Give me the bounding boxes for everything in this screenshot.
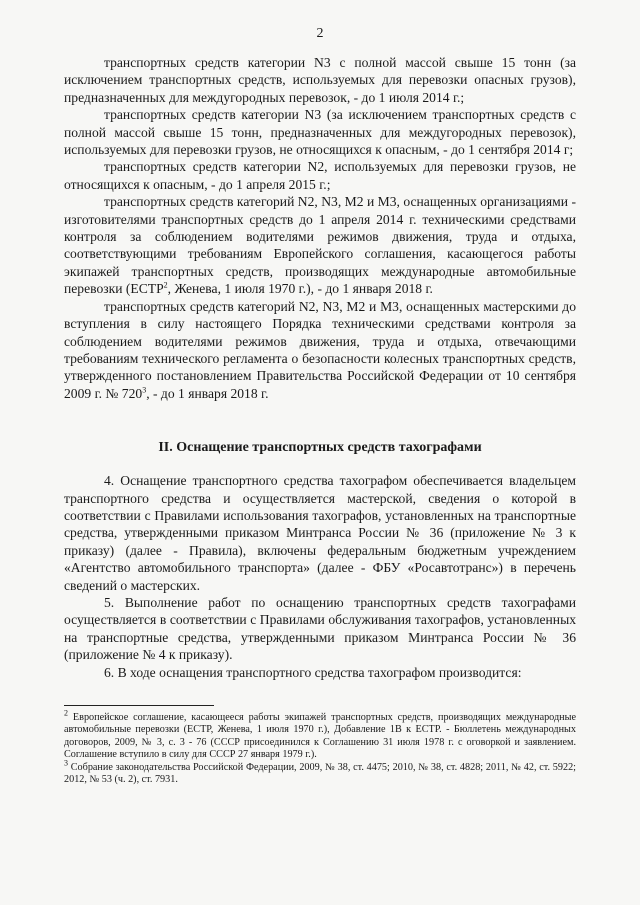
section-gap <box>64 402 576 440</box>
paragraph-manufacturers-tail: , Женева, 1 июля 1970 г.), - до 1 января 2018 г. <box>167 281 433 297</box>
paragraph-workshops-text: транспортных средств категорий N2, N3, M2 и M3, оснащенных мастерскими до вступления в силу настоящего Порядка техническими средствами контроля за соблюдением водителями режимов движения, труда и отдыха, отвечающими требованиям технического регламента о безопасности колесных транспортных средств, утвержденного постановлением Правительства Российской Федерации от 10 сентября 2009 г. № 720 <box>64 298 576 401</box>
footnote-3 <box>64 758 576 787</box>
paragraph-manufacturers-text: транспортных средств категорий N2, N3, M2 и M3, оснащенных организациями - изготовителями транспортных средств до 1 апреля 2014 г. техническими средствами контроля за соблюдением водителями режимов движения, труда и отдыха, соответствующими требованиям Европейского соглашения, касающегося работы экипажей транспортных средств, производящих международные автомобильные перевозки (ЕСТР <box>64 194 576 297</box>
footnote-mark-3: 3 <box>64 758 68 768</box>
footnote-ref-2: 2 <box>163 280 168 290</box>
paragraph-workshops-tail: , - до 1 января 2018 г. <box>146 385 269 401</box>
footnote-2 <box>64 708 576 762</box>
paragraph-item-4: 4. Оснащение транспортного средства тахографом обеспечивается владельцем транспортного средства и осуществляется мастерской, сведения о которой в соответствии с Правилами использования тахографов, установленных на транспортные средства, утвержденными приказом Минтранса России № 36 (приложение № 3 к приказу) (далее - Правила), включены федеральным бюджетным учреждением «Агентство автомобильного транспорта» (далее - ФБУ «Росавтотранс») в перечень сведений о мастерских. <box>64 473 576 593</box>
footnote-3-text: Собрание законодательства Российской Федерации, 2009, № 38, ст. 4475; 2010, № 38, ст. 4828; 2011, № 42, ст. 5922; 2012, № 53 (ч. 2), ст. 7931. <box>64 761 576 786</box>
footnote-divider <box>64 705 214 706</box>
footnote-mark-2: 2 <box>64 708 68 718</box>
paragraph-n3-other: транспортных средств категории N3 (за исключением транспортных средств с полной массой свыше 15 тонн, предназначенных для междугородных перевозок), используемых для перевозки грузов, не относящихся к опасным, - до 1 сентября 2014 г; <box>64 107 576 158</box>
footnote-2-text: Европейское соглашение, касающееся работы экипажей транспортных средств, производящих международные автомобильные перевозки (ЕСТР, Женева, 1 июля 1970 г.), Добавление 1В к ЕСТР. - Бюллетень международных договоров, 2009, № 3, с. 3 - 76 (СССР присоединился к Соглашению 31 июля 1978 г. с оговоркой и заявлением. Соглашение вступило в силу для СССР 27 января 1979 г.). <box>64 712 576 761</box>
section-heading: II. Оснащение транспортных средств тахографами <box>158 440 482 456</box>
footnote-ref-3: 3 <box>142 385 147 395</box>
paragraph-item-6: 6. В ходе оснащения транспортного средства тахографом производится: <box>104 664 522 680</box>
page-number: 2 <box>316 26 324 41</box>
paragraph-item-5: 5. Выполнение работ по оснащению транспортных средств тахографами осуществляется в соответствии с Правилами обслуживания тахографов, установленных на транспортные средства, утвержденными приказом Минтранса России № 36 (приложение № 4 к приказу). <box>64 594 576 663</box>
paragraph-n3-heavy: транспортных средств категории N3 с полной массой свыше 15 тонн (за исключением транспортных средств, используемых для перевозки опасных грузов), предназначенных для междугородных перевозок, - до 1 июля 2014 г.; <box>64 55 576 105</box>
paragraph-n2: транспортных средств категории N2, используемых для перевозки грузов, не относящихся к опасным, - до 1 апреля 2015 г.; <box>64 159 576 192</box>
paragraph-workshops <box>64 298 576 402</box>
paragraph-manufacturers <box>64 193 576 297</box>
